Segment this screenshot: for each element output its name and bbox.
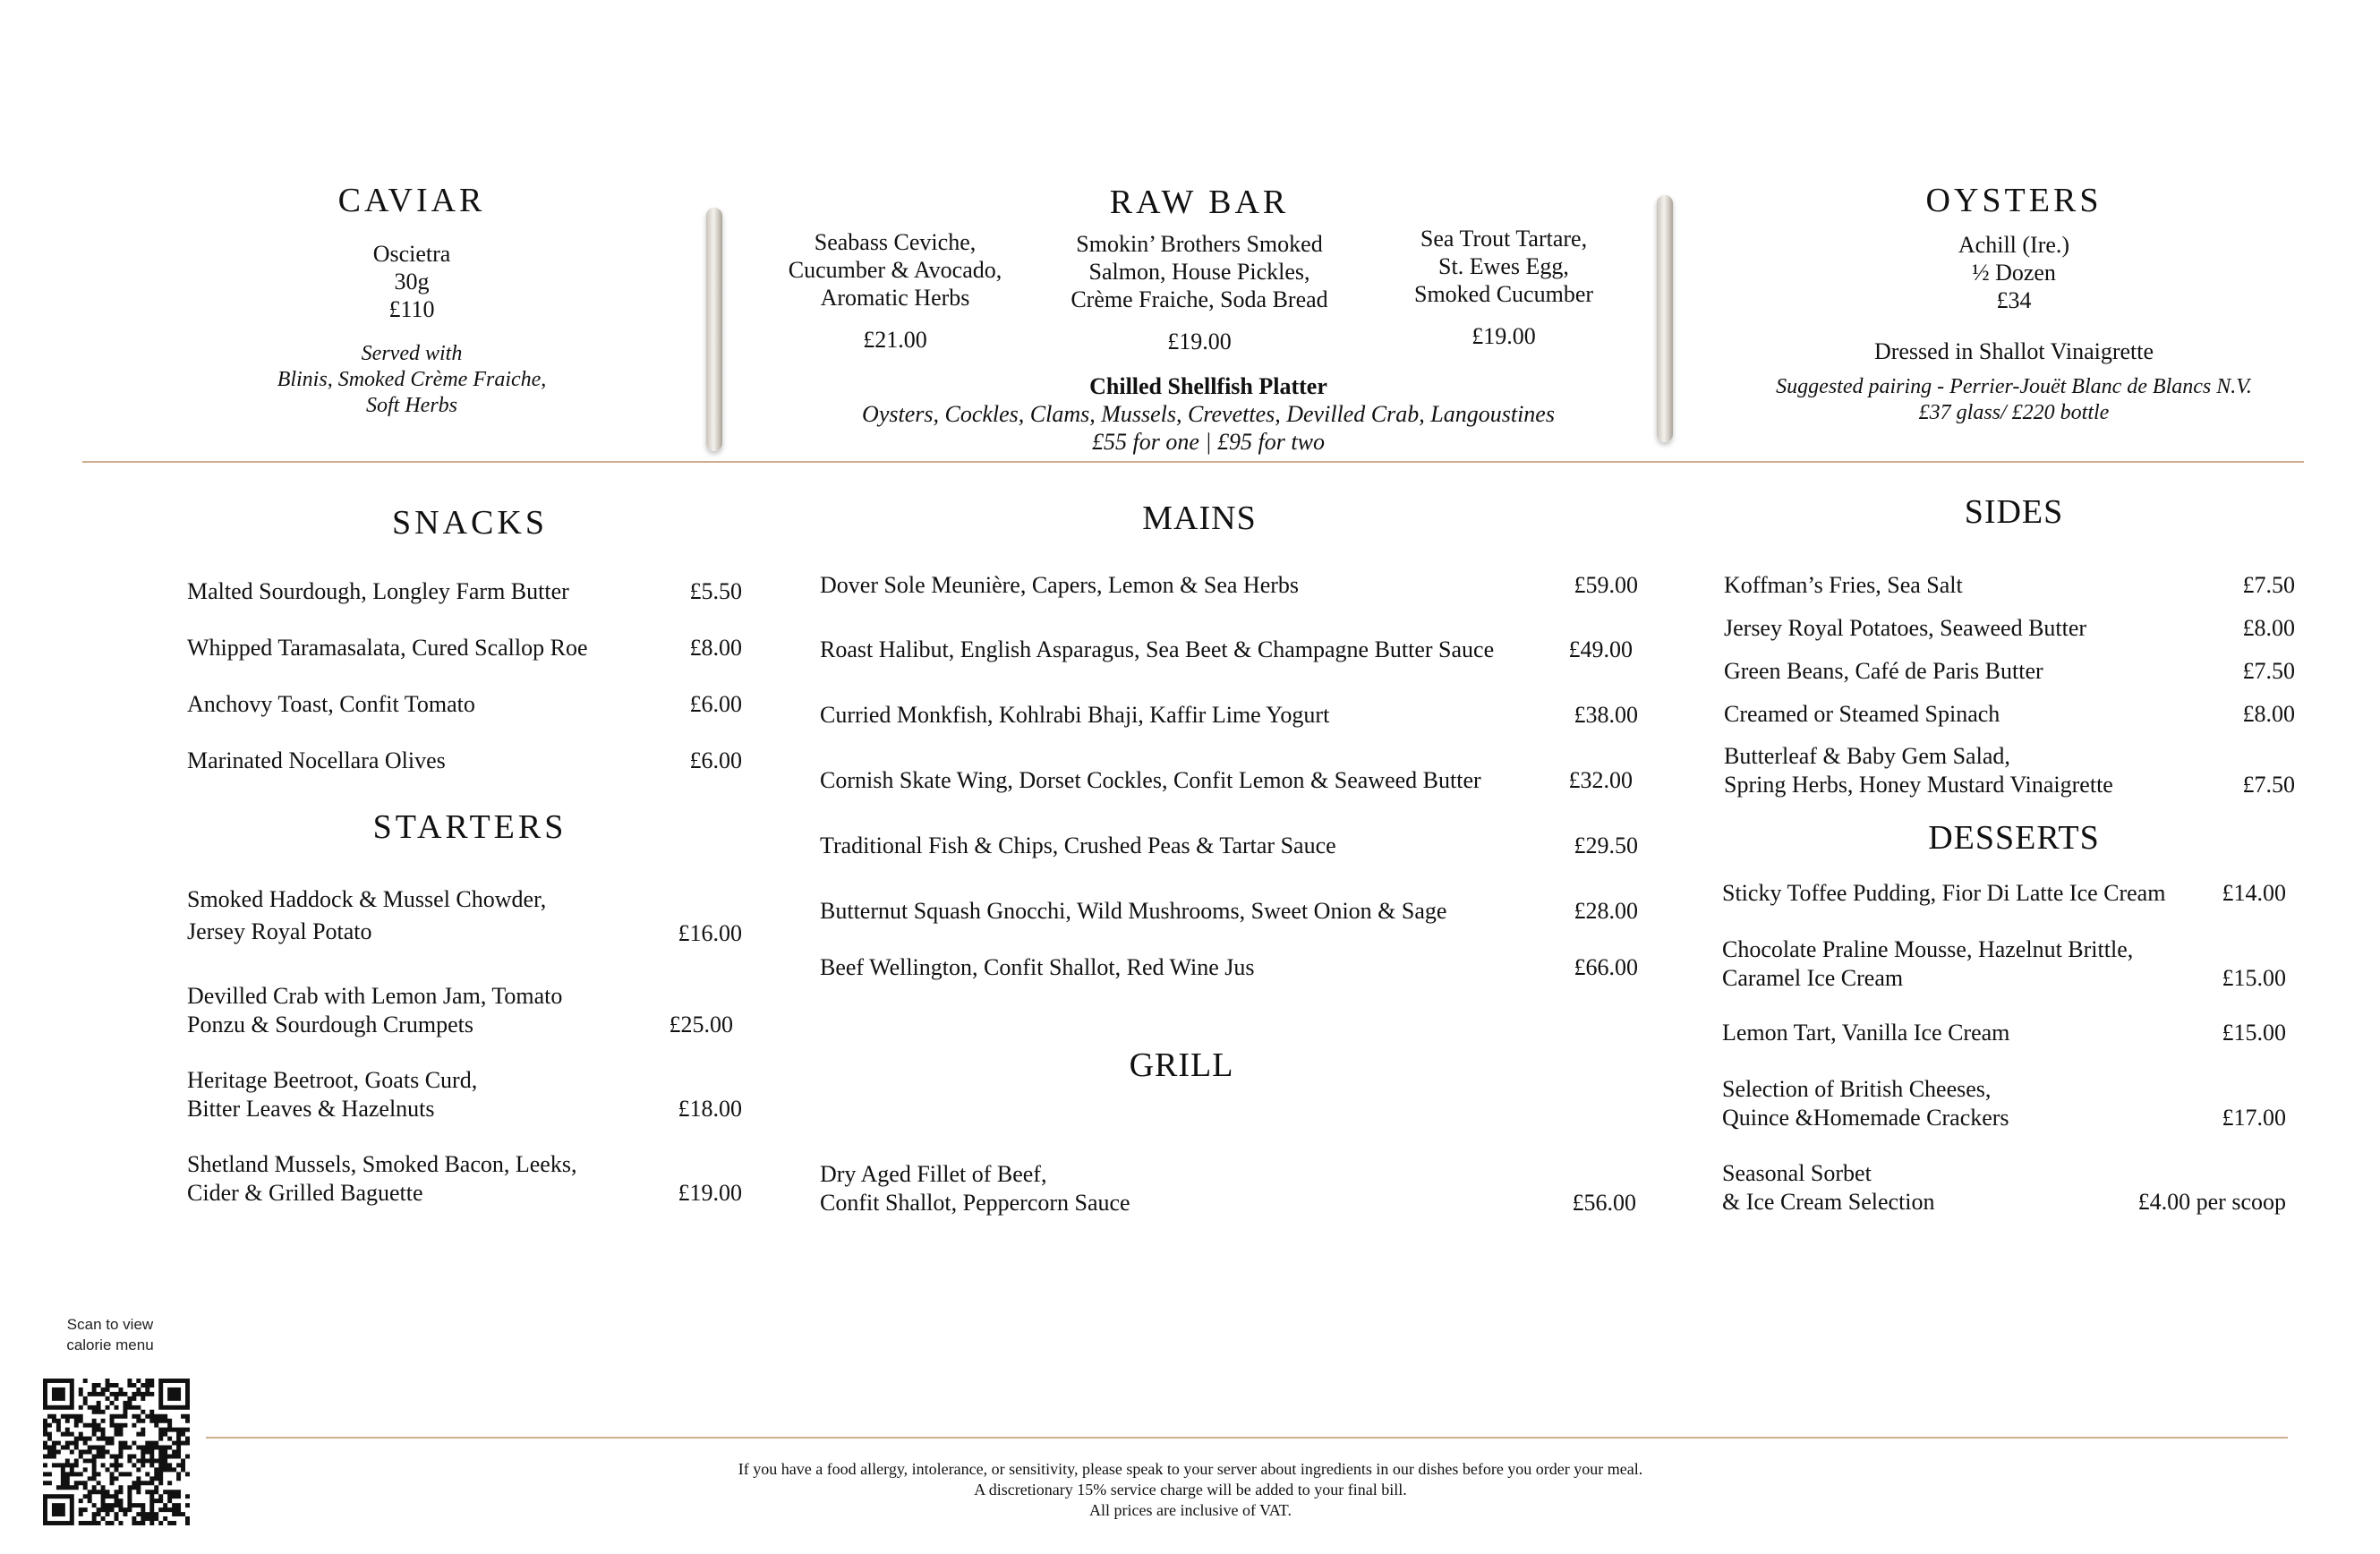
- item-price: £8.00: [2242, 615, 2295, 641]
- service-charge-notice: A discretionary 15% service charge will be added to your final bill.: [974, 1481, 1407, 1498]
- item-name: Butternut Squash Gnocchi, Wild Mushrooms, Sweet Onion & Sage: [820, 898, 1447, 924]
- item-name: Roast Halibut, English Asparagus, Sea Beet & Champagne Butter Sauce: [820, 636, 1495, 662]
- item-name: Seasonal Sorbet & Ice Cream Selection: [1722, 1160, 1935, 1215]
- dessert-item: [1722, 1019, 2286, 1047]
- starter-item: [187, 885, 742, 948]
- item-price: £15.00: [2222, 965, 2286, 991]
- starter-item: [187, 1066, 742, 1123]
- item-name: Heritage Beetroot, Goats Curd, Bitter Leaves & Hazelnuts: [187, 1067, 478, 1122]
- side-item: [1724, 657, 2295, 686]
- item-price: £7.50: [2242, 658, 2295, 684]
- sides-title: SIDES: [1964, 493, 2064, 531]
- item-name: Creamed or Steamed Spinach: [1724, 701, 2000, 727]
- starter-item: [187, 1150, 742, 1208]
- starters-title: STARTERS: [372, 808, 567, 846]
- item-name: Marinated Nocellara Olives: [187, 747, 446, 773]
- raw-bar-item-price: £19.00: [1472, 323, 1536, 349]
- decorative-pillar-left: [706, 208, 722, 451]
- grill-title: GRILL: [1129, 1046, 1234, 1084]
- platter-price: £55 for one | £95 for two: [1092, 429, 1325, 455]
- raw-bar-item-line: Salmon, House Pickles,: [1088, 259, 1310, 285]
- caviar-served-line: Soft Herbs: [366, 394, 457, 417]
- side-item: [1724, 571, 2295, 600]
- raw-bar-item-line: Smokin’ Brothers Smoked: [1076, 231, 1323, 257]
- item-name: Devilled Crab with Lemon Jam, Tomato Ponzu & Sourdough Crumpets: [187, 983, 563, 1037]
- mains-title: MAINS: [1142, 500, 1257, 537]
- qr-label-line: calorie menu: [66, 1336, 154, 1353]
- raw-bar-item: [1369, 225, 1638, 350]
- item-price: £59.00: [1574, 572, 1638, 598]
- footer-divider: [206, 1437, 2288, 1439]
- main-item: [820, 701, 1638, 730]
- item-price: £8.00: [2242, 701, 2295, 727]
- platter-description: Oysters, Cockles, Clams, Mussels, Crevettes, Devilled Crab, Langoustines: [862, 401, 1555, 427]
- oysters-price: £34: [1996, 287, 2032, 313]
- platter-title: Chilled Shellfish Platter: [1089, 373, 1327, 399]
- item-name: Green Beans, Café de Paris Butter: [1724, 658, 2043, 684]
- dessert-item: [1722, 935, 2286, 993]
- item-price: £66.00: [1574, 954, 1638, 980]
- raw-bar-item-price: £19.00: [1167, 329, 1232, 354]
- main-item: [820, 832, 1638, 860]
- item-name: Koffman’s Fries, Sea Salt: [1724, 572, 1963, 598]
- oysters-dressed: Dressed in Shallot Vinaigrette: [1873, 338, 2154, 364]
- qr-code-icon[interactable]: [43, 1379, 190, 1525]
- snack-item: [187, 690, 742, 719]
- item-price: £15.00: [2222, 1020, 2286, 1046]
- item-name: Dry Aged Fillet of Beef, Confit Shallot, Peppercorn Sauce: [820, 1161, 1130, 1216]
- item-name: Dover Sole Meunière, Capers, Lemon & Sea Herbs: [820, 572, 1300, 598]
- qr-label-line: Scan to view: [66, 1316, 154, 1333]
- vat-notice: All prices are inclusive of VAT.: [1089, 1501, 1292, 1519]
- item-price: £17.00: [2222, 1105, 2286, 1131]
- raw-bar-item: [761, 228, 1029, 354]
- item-price: £29.50: [1574, 832, 1638, 858]
- raw-bar-item-line: Aromatic Herbs: [820, 285, 970, 311]
- item-price: £18.00: [678, 1096, 742, 1122]
- item-price: £28.00: [1574, 898, 1638, 924]
- raw-bar-item-line: Sea Trout Tartare,: [1420, 226, 1588, 252]
- snack-item: [187, 634, 742, 662]
- item-name: Whipped Taramasalata, Cured Scallop Roe: [187, 635, 588, 661]
- item-price: £7.50: [2242, 772, 2295, 798]
- item-name: Curried Monkfish, Kohlrabi Bhaji, Kaffir Lime Yogurt: [820, 702, 1330, 728]
- raw-bar-title: RAW BAR: [1109, 184, 1290, 221]
- main-item: [820, 897, 1638, 926]
- item-price: £14.00: [2222, 880, 2286, 906]
- snack-item: [187, 577, 742, 606]
- caviar-name: Oscietra: [372, 241, 451, 267]
- allergy-notice: If you have a food allergy, intolerance, or sensitivity, please speak to your server about ingredients in our dishes before you order your meal.: [738, 1460, 1643, 1478]
- main-item: [820, 636, 1638, 664]
- dessert-item: [1722, 1075, 2286, 1132]
- item-price: £16.00: [678, 920, 742, 946]
- caviar-title: CAVIAR: [337, 182, 486, 219]
- item-price: £19.00: [678, 1180, 742, 1206]
- item-price: £4.00 per scoop: [2137, 1189, 2286, 1215]
- raw-bar-item-line: Seabass Ceviche,: [814, 229, 977, 255]
- raw-bar-item-line: Smoked Cucumber: [1413, 281, 1594, 307]
- caviar-price: £110: [388, 296, 435, 322]
- caviar-served-line: Served with: [361, 342, 463, 365]
- item-price: £6.00: [689, 747, 742, 773]
- shellfish-platter: [788, 372, 1629, 456]
- oysters-name: Achill (Ire.): [1958, 232, 2070, 258]
- item-name: Sticky Toffee Pudding, Fior Di Latte Ice Cream: [1722, 880, 2166, 906]
- item-name: Chocolate Praline Mousse, Hazelnut Brittle, Caramel Ice Cream: [1722, 936, 2134, 991]
- item-price: £25.00: [669, 1012, 733, 1037]
- item-price: £8.00: [689, 635, 742, 661]
- section-divider: [82, 461, 2304, 463]
- item-price: £56.00: [1572, 1190, 1636, 1216]
- item-name: Malted Sourdough, Longley Farm Butter: [187, 578, 569, 604]
- item-name: Butterleaf & Baby Gem Salad, Spring Herbs, Honey Mustard Vinaigrette: [1724, 743, 2113, 798]
- oysters-pairing-price: £37 glass/ £220 bottle: [1918, 401, 2110, 424]
- footer-notes: [501, 1459, 1880, 1521]
- snacks-title: SNACKS: [392, 504, 548, 542]
- qr-label: [34, 1314, 186, 1355]
- side-item: [1724, 700, 2295, 729]
- raw-bar-item: [1038, 230, 1361, 355]
- item-name: Shetland Mussels, Smoked Bacon, Leeks, Cider & Grilled Baguette: [187, 1151, 577, 1206]
- caviar-served-line: Blinis, Smoked Crème Fraiche,: [277, 368, 547, 391]
- raw-bar-item-line: St. Ewes Egg,: [1438, 253, 1569, 279]
- raw-bar-item-line: Cucumber & Avocado,: [788, 257, 1002, 283]
- raw-bar-item-price: £21.00: [863, 327, 927, 353]
- item-name: Selection of British Cheeses, Quince &Homemade Crackers: [1722, 1076, 2009, 1131]
- side-item: [1724, 614, 2295, 643]
- item-price: £5.50: [689, 578, 742, 604]
- item-price: £6.00: [689, 691, 742, 717]
- oysters-section: [1710, 181, 2318, 426]
- item-name: Smoked Haddock & Mussel Chowder, Jersey Royal Potato: [187, 886, 547, 944]
- grill-item: [820, 1160, 1636, 1217]
- dessert-item: [1722, 879, 2286, 908]
- item-name: Beef Wellington, Confit Shallot, Red Wine Jus: [820, 954, 1255, 980]
- item-price: £49.00: [1568, 636, 1633, 662]
- main-item: [820, 953, 1638, 982]
- item-price: £7.50: [2242, 572, 2295, 598]
- item-name: Anchovy Toast, Confit Tomato: [187, 691, 475, 717]
- oysters-pairing: Suggested pairing - Perrier-Jouët Blanc de Blancs N.V.: [1776, 375, 2252, 398]
- caviar-section: [206, 181, 618, 419]
- item-name: Jersey Royal Potatoes, Seaweed Butter: [1724, 615, 2087, 641]
- side-item: [1724, 742, 2295, 799]
- item-name: Traditional Fish & Chips, Crushed Peas & Tartar Sauce: [820, 832, 1336, 858]
- raw-bar-item-line: Crème Fraiche, Soda Bread: [1071, 286, 1328, 312]
- dessert-item: [1722, 1159, 2286, 1217]
- caviar-size: 30g: [394, 269, 430, 295]
- main-item: [820, 571, 1638, 600]
- snack-item: [187, 747, 742, 775]
- main-item: [820, 766, 1638, 795]
- oysters-qty: ½ Dozen: [1972, 260, 2056, 286]
- oysters-title: OYSTERS: [1925, 182, 2103, 219]
- starter-item: [187, 982, 742, 1039]
- item-price: £38.00: [1574, 702, 1638, 728]
- item-name: Lemon Tart, Vanilla Ice Cream: [1722, 1020, 2010, 1046]
- desserts-title: DESSERTS: [1928, 819, 2100, 857]
- item-name: Cornish Skate Wing, Dorset Cockles, Confit Lemon & Seaweed Butter: [820, 767, 1481, 793]
- decorative-pillar-right: [1657, 195, 1673, 442]
- item-price: £32.00: [1568, 767, 1633, 793]
